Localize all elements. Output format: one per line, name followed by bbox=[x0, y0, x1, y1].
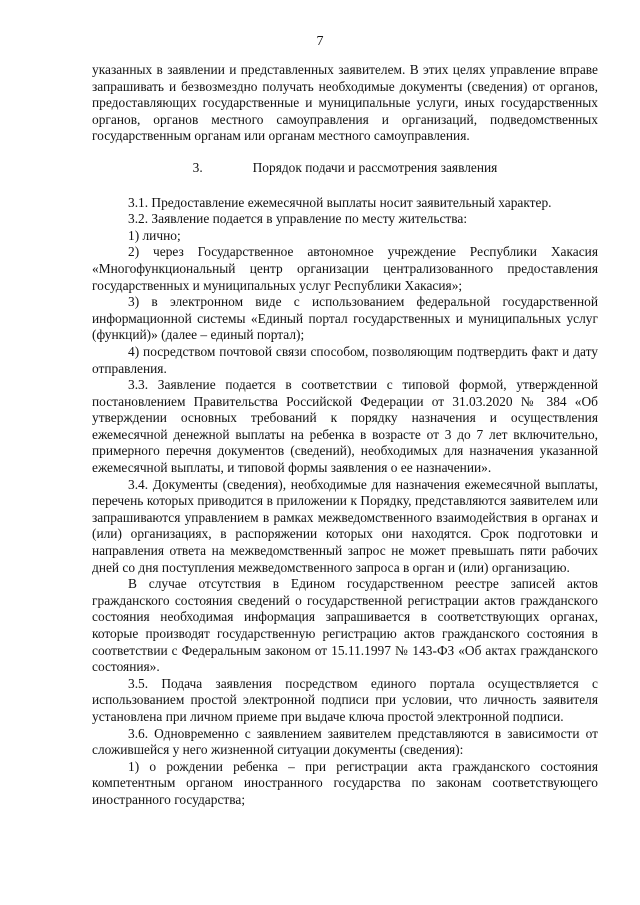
paragraph-3-5: 3.5. Подача заявления посредством единого портала осуществляется с использованием простой электронной подписи при условии, что личность заявителя установлена при личном приеме при выдаче ключа простой электронной подписи. bbox=[92, 675, 598, 724]
page-number: 7 bbox=[316, 34, 324, 49]
section-title: Порядок подачи и рассмотрения заявления bbox=[252, 159, 498, 175]
section-heading bbox=[92, 160, 598, 177]
list-item-3-2-4: 4) посредством почтовой связи способом, позволяющим подтвердить факт и дату отправления. bbox=[92, 343, 598, 376]
list-item-3-6-1: 1) о рождении ребенка – при регистрации акта гражданского состояния компетентным органом иностранного государства по законам соответствующего иностранного государства; bbox=[92, 758, 598, 807]
paragraph-3-4-continued: В случае отсутствия в Едином государственном реестре записей актов гражданского состояния сведений о государственной регистрации актов гражданского состояния необходимая информация запрашивается в соответствующих органах, которые производят государственную регистрацию актов гражданского состояния в соответствии с Федеральным законом от 15.11.1997 № 143-ФЗ «Об актах гражданского состояния». bbox=[92, 576, 598, 675]
document-body bbox=[92, 62, 598, 809]
section-number: 3. bbox=[192, 159, 203, 175]
list-item-3-2-2: 2) через Государственное автономное учреждение Республики Хакасия «Многофункциональный центр организации централизованного предоставления государственных и муниципальных услуг Республики Хакасия»; bbox=[92, 244, 598, 293]
paragraph-3-2: 3.2. Заявление подается в управление по месту жительства: bbox=[128, 211, 468, 227]
list-item-3-2-3: 3) в электронном виде с использованием федеральной государственной информационной системы «Единый портал государственных и муниципальных услуг (функций)» (далее – единый портал); bbox=[92, 294, 598, 343]
paragraph-3-3: 3.3. Заявление подается в соответствии с типовой формой, утвержденной постановлением Правительства Российской Федерации от 31.03.2020 № 384 «Об утверждении основных требований к порядку назначения и осуществления ежемесячной денежной выплаты на ребенка в возрасте от 3 до 7 лет включительно, примерного перечня документов (сведений), необходимых для назначения указанной ежемесячной выплаты, и типовой формы заявления о ее назначении». bbox=[92, 377, 598, 476]
paragraph-continuation: указанных в заявлении и представленных заявителем. В этих целях управление вправе запрашивать и безвозмездно получать необходимые документы (сведения) от органов, предоставляющих государственные и муниципальные услуги, иных государственных органов, органов местного самоуправления и организаций, подведомственных государственным органам или органам местного самоуправления. bbox=[92, 62, 598, 144]
paragraph-3-1: 3.1. Предоставление ежемесячной выплаты носит заявительный характер. bbox=[128, 194, 552, 210]
paragraph-3-4: 3.4. Документы (сведения), необходимые для назначения ежемесячной выплаты, перечень которых приводится в приложении к Порядку, представляются заявителем или запрашиваются управлением в рамках межведомственного взаимодействия в органах и (или) организациях, в распоряжении которых они находятся. Срок подготовки и направления ответа на межведомственный запрос не может превышать пяти рабочих дней со дня поступления межведомственного запроса в орган и (или) организацию. bbox=[92, 476, 598, 575]
list-item-3-2-1: 1) лично; bbox=[128, 227, 181, 243]
paragraph-3-6: 3.6. Одновременно с заявлением заявителем представляются в зависимости от сложившейся у него жизненной ситуации документы (сведения): bbox=[92, 725, 598, 758]
